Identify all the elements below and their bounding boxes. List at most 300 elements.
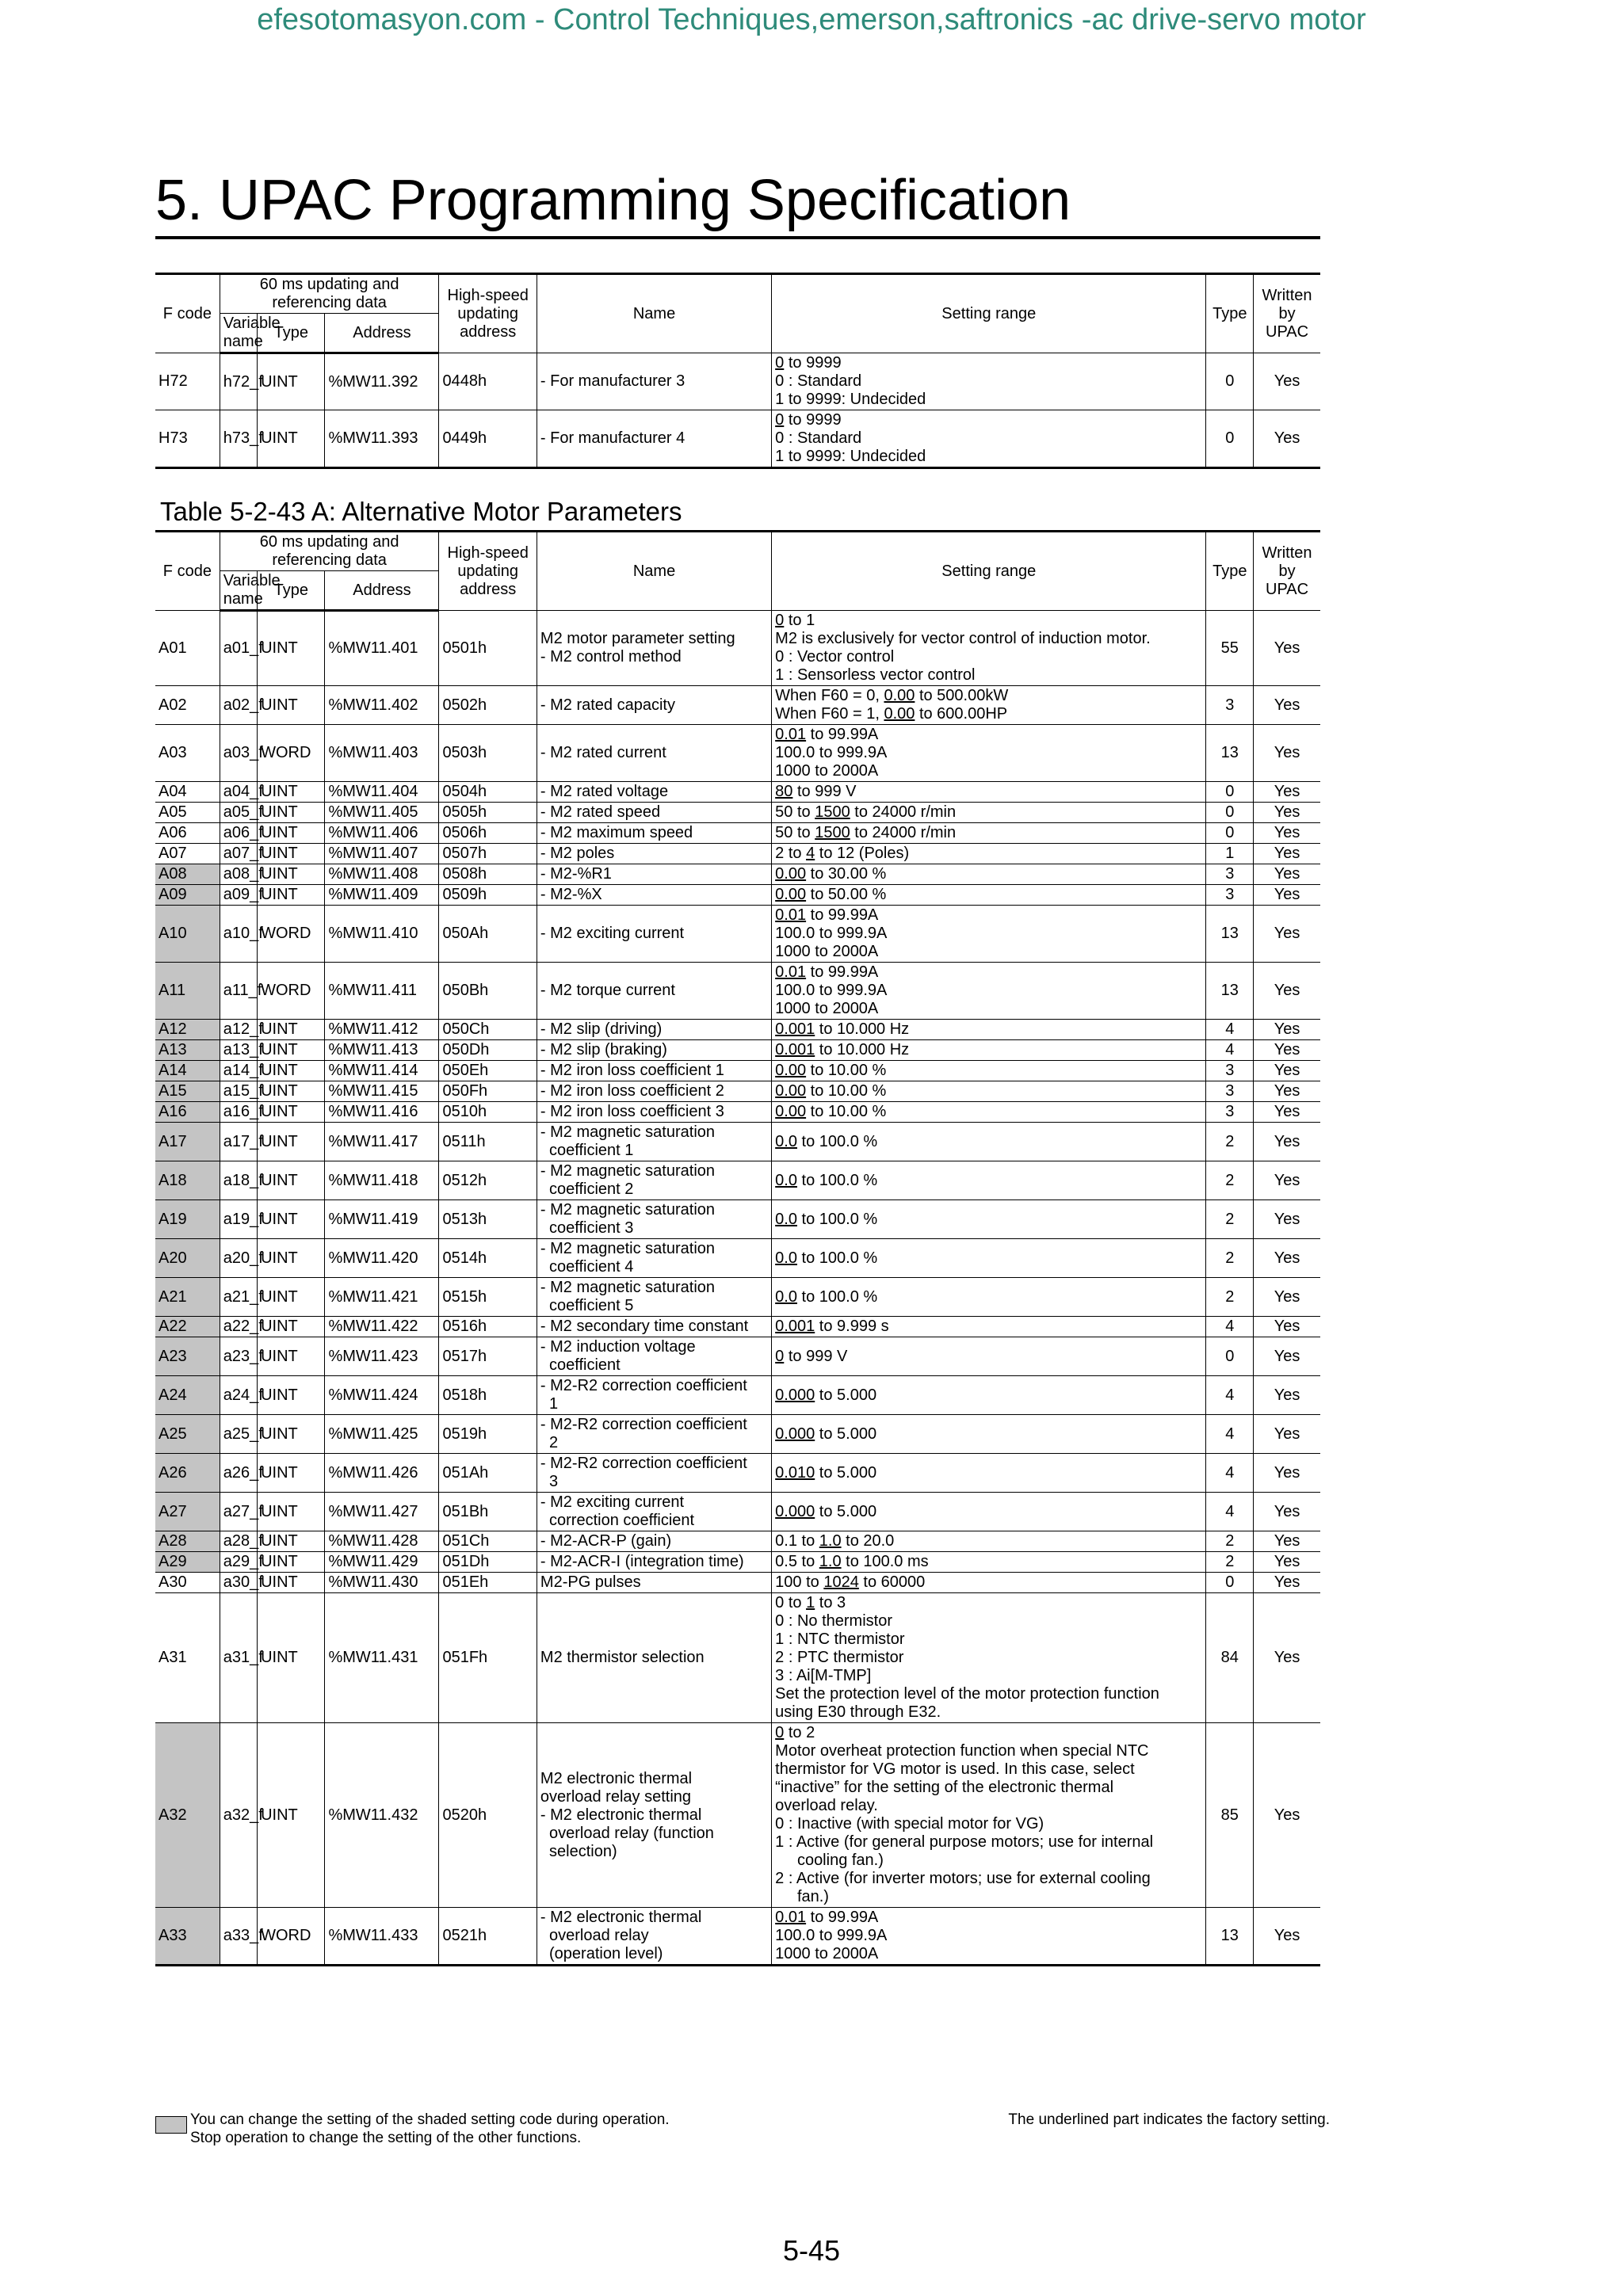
- setting-range-cell: [772, 844, 1206, 864]
- setting-suffix: to 12 (Poles): [815, 845, 910, 862]
- name-cell: [537, 1593, 771, 1723]
- variable-name-cell: a33_f: [220, 1908, 257, 1966]
- setting-line: 3 : Ai[M-TMP]: [775, 1667, 872, 1684]
- col-header-type: Type: [258, 571, 325, 611]
- setting-suffix: to 5.000: [815, 1386, 877, 1404]
- name-line: - M2-R2 correction coefficient: [540, 1377, 747, 1394]
- setting-line: 2 : Active (for inverter motors; use for external cooling: [775, 1870, 1151, 1887]
- address-cell: %MW11.428: [325, 1531, 439, 1552]
- fcode-cell: A22: [155, 1317, 220, 1337]
- col-header-group: 60 ms updating and referencing data: [220, 274, 439, 314]
- table-row: [155, 1552, 1320, 1573]
- name-cell: [537, 1200, 771, 1239]
- fcode-cell: A05: [155, 803, 220, 823]
- written-by-upac-cell: Yes: [1254, 1020, 1320, 1040]
- setting-range-cell: [772, 1552, 1206, 1573]
- name-cell: [537, 611, 771, 686]
- legend-line-2: Stop operation to change the setting of the other functions.: [190, 2130, 582, 2146]
- factory-default-value: 0.01: [775, 963, 807, 981]
- written-by-upac-cell: Yes: [1254, 410, 1320, 468]
- setting-suffix: to 60000: [858, 1573, 926, 1591]
- setting-line: 1000 to 2000A: [775, 762, 879, 780]
- setting-line: 100.0 to 999.9A: [775, 1927, 888, 1944]
- setting-line: [775, 1503, 1202, 1521]
- variable-name-cell: h72_f: [220, 353, 257, 410]
- name-cell: [537, 686, 771, 725]
- type-code-cell: 3: [1206, 1061, 1254, 1081]
- site-header[interactable]: efesotomasyon.com - Control Techniques,emerson,saftronics -ac drive-servo motor: [257, 3, 1366, 36]
- name-line: - M2 poles: [540, 845, 615, 862]
- fcode-cell: A09: [155, 885, 220, 906]
- data-type-cell: UINT: [258, 1723, 325, 1908]
- setting-suffix: to 24000 r/min: [850, 803, 957, 821]
- factory-default-value: 1.0: [819, 1532, 842, 1550]
- setting-line: 0 : Standard: [775, 372, 862, 390]
- name-line: - M2 magnetic saturation: [540, 1279, 716, 1296]
- data-type-cell: UINT: [258, 1573, 325, 1593]
- setting-range-cell: [772, 1061, 1206, 1081]
- setting-line: [775, 1020, 1202, 1039]
- highspeed-address-cell: 051Fh: [439, 1593, 537, 1723]
- name-cell: [537, 1061, 771, 1081]
- address-cell: %MW11.403: [325, 725, 439, 782]
- table-row: [155, 1723, 1320, 1908]
- highspeed-address-cell: 051Ah: [439, 1454, 537, 1493]
- data-type-cell: UINT: [258, 1531, 325, 1552]
- setting-suffix: to 10.00 %: [806, 1062, 887, 1079]
- fcode-cell: A32: [155, 1723, 220, 1908]
- table-row: [155, 844, 1320, 864]
- highspeed-address-cell: 0507h: [439, 844, 537, 864]
- name-cell: [537, 1723, 771, 1908]
- name-line: - M2-%X: [540, 886, 602, 903]
- address-cell: %MW11.409: [325, 885, 439, 906]
- col-header-varname: Variable name: [220, 571, 257, 611]
- shaded-legend-swatch: [155, 2116, 187, 2134]
- variable-name-cell: a02_f: [220, 686, 257, 725]
- setting-line: [775, 1348, 1202, 1366]
- setting-range-cell: [772, 611, 1206, 686]
- highspeed-address-cell: 0505h: [439, 803, 537, 823]
- name-cell: [537, 963, 771, 1020]
- name-line: M2 motor parameter setting: [540, 630, 735, 647]
- factory-default-value: 0.01: [775, 726, 807, 743]
- setting-line: 1 : Sensorless vector control: [775, 666, 976, 684]
- factory-default-value: 0.000: [775, 1502, 815, 1520]
- name-line: - M2 rated voltage: [540, 783, 669, 800]
- setting-line: M2 is exclusively for vector control of induction motor.: [775, 630, 1151, 647]
- data-type-cell: UINT: [258, 1081, 325, 1102]
- table-row: [155, 885, 1320, 906]
- address-cell: %MW11.427: [325, 1493, 439, 1531]
- setting-prefix: 100 to: [775, 1573, 824, 1591]
- address-cell: %MW11.406: [325, 823, 439, 844]
- shaded-legend-text: [190, 2111, 670, 2147]
- factory-default-value: 0.00: [775, 1082, 807, 1100]
- setting-suffix: to 9999: [784, 411, 842, 429]
- variable-name-cell: a24_f: [220, 1376, 257, 1415]
- setting-range-cell: [772, 1040, 1206, 1061]
- highspeed-address-cell: 050Dh: [439, 1040, 537, 1061]
- highspeed-address-cell: 0448h: [439, 353, 537, 410]
- col-header-address: Address: [325, 571, 439, 611]
- data-type-cell: WORD: [258, 906, 325, 963]
- setting-line: [775, 411, 1202, 429]
- setting-line: [775, 1041, 1202, 1059]
- name-line: - M2 exciting current: [540, 925, 685, 942]
- name-line: - M2-R2 correction coefficient: [540, 1455, 747, 1472]
- name-cell: [537, 1123, 771, 1161]
- name-line: M2-PG pulses: [540, 1573, 641, 1591]
- variable-name-cell: a32_f: [220, 1723, 257, 1908]
- setting-prefix: 50 to: [775, 824, 815, 841]
- table-caption: Table 5-2-43 A: Alternative Motor Parameters: [160, 497, 682, 526]
- factory-default-value: 0.00: [775, 886, 807, 903]
- setting-suffix: to 500.00kW: [915, 687, 1009, 704]
- setting-suffix: to 100.0 %: [796, 1132, 878, 1150]
- setting-line: 1000 to 2000A: [775, 943, 879, 960]
- table-row: [155, 1081, 1320, 1102]
- setting-prefix: 50 to: [775, 803, 815, 821]
- setting-suffix: to 100.0 ms: [841, 1553, 929, 1570]
- setting-suffix: to 99.99A: [806, 726, 879, 743]
- name-line: - M2 slip (braking): [540, 1041, 667, 1058]
- type-code-cell: 4: [1206, 1317, 1254, 1337]
- address-cell: %MW11.423: [325, 1337, 439, 1376]
- fcode-cell: A24: [155, 1376, 220, 1415]
- fcode-cell: A23: [155, 1337, 220, 1376]
- variable-name-cell: a10_f: [220, 906, 257, 963]
- table-row: [155, 1102, 1320, 1123]
- data-type-cell: UINT: [258, 885, 325, 906]
- highspeed-address-cell: 051Dh: [439, 1552, 537, 1573]
- table-row: [155, 1376, 1320, 1415]
- written-by-upac-cell: Yes: [1254, 1102, 1320, 1123]
- name-line: - M2 magnetic saturation: [540, 1162, 716, 1180]
- written-by-upac-cell: Yes: [1254, 1573, 1320, 1593]
- setting-suffix: to 100.0 %: [796, 1171, 878, 1189]
- col-header-highspeed: High-speed updating address: [439, 274, 537, 353]
- data-type-cell: WORD: [258, 725, 325, 782]
- table-row: [155, 1278, 1320, 1317]
- table-row: [155, 1239, 1320, 1278]
- setting-line: [775, 1425, 1202, 1444]
- name-line: overload relay setting: [540, 1787, 692, 1806]
- name-cell: [537, 885, 771, 906]
- setting-line: 1 : NTC thermistor: [775, 1630, 905, 1648]
- highspeed-address-cell: 050Bh: [439, 963, 537, 1020]
- name-line: - For manufacturer 3: [540, 372, 685, 390]
- fcode-cell: A19: [155, 1200, 220, 1239]
- col-header-fcode: F code: [155, 274, 220, 353]
- variable-name-cell: a01_f: [220, 611, 257, 686]
- address-cell: %MW11.411: [325, 963, 439, 1020]
- setting-line: 0 : Inactive (with special motor for VG): [775, 1815, 1044, 1833]
- setting-line: [775, 1249, 1202, 1268]
- fcode-cell: A07: [155, 844, 220, 864]
- type-code-cell: 2: [1206, 1552, 1254, 1573]
- factory-default-value: 0.001: [775, 1318, 815, 1335]
- variable-name-cell: a08_f: [220, 864, 257, 885]
- setting-line: [775, 824, 1202, 842]
- factory-default-value: 1: [806, 1594, 815, 1611]
- type-code-cell: 0: [1206, 1337, 1254, 1376]
- factory-default-value: 0.001: [775, 1020, 815, 1038]
- highspeed-address-cell: 050Ah: [439, 906, 537, 963]
- setting-line: using E30 through E32.: [775, 1703, 941, 1721]
- setting-line: [775, 705, 1202, 723]
- name-line: - M2 rated speed: [540, 803, 661, 821]
- data-type-cell: UINT: [258, 1493, 325, 1531]
- table1-body: [155, 353, 1320, 468]
- name-line: - M2 iron loss coefficient 3: [540, 1103, 724, 1120]
- type-code-cell: 3: [1206, 885, 1254, 906]
- written-by-upac-cell: Yes: [1254, 906, 1320, 963]
- written-by-upac-cell: Yes: [1254, 1040, 1320, 1061]
- setting-range-cell: [772, 963, 1206, 1020]
- address-cell: %MW11.430: [325, 1573, 439, 1593]
- table-row: [155, 1531, 1320, 1552]
- factory-default-value: 0.00: [884, 705, 915, 723]
- name-cell: [537, 1493, 771, 1531]
- name-line: - M2 induction voltage: [540, 1338, 696, 1356]
- setting-line: [775, 803, 1202, 822]
- fcode-cell: H72: [155, 353, 220, 410]
- name-line: coefficient: [540, 1356, 621, 1374]
- data-type-cell: UINT: [258, 823, 325, 844]
- table-row: [155, 823, 1320, 844]
- parameter-table-a: [155, 530, 1320, 1966]
- setting-suffix: to 10.00 %: [806, 1082, 887, 1100]
- data-type-cell: UINT: [258, 864, 325, 885]
- setting-suffix: to 100.0 %: [796, 1287, 878, 1306]
- variable-name-cell: a06_f: [220, 823, 257, 844]
- fcode-cell: A04: [155, 782, 220, 803]
- setting-range-cell: [772, 803, 1206, 823]
- data-type-cell: WORD: [258, 963, 325, 1020]
- setting-range-cell: [772, 1593, 1206, 1723]
- address-cell: %MW11.426: [325, 1454, 439, 1493]
- address-cell: %MW11.413: [325, 1040, 439, 1061]
- name-cell: [537, 823, 771, 844]
- setting-line: [775, 1724, 1202, 1742]
- name-line: correction coefficient: [540, 1512, 695, 1529]
- factory-default-value: 1500: [815, 803, 850, 821]
- setting-prefix: When F60 = 0,: [775, 687, 884, 704]
- written-by-upac-cell: Yes: [1254, 1200, 1320, 1239]
- factory-default-value: 0.00: [775, 1103, 807, 1120]
- name-cell: [537, 353, 771, 410]
- type-code-cell: 4: [1206, 1493, 1254, 1531]
- setting-line: [775, 1062, 1202, 1080]
- table-row: [155, 1337, 1320, 1376]
- factory-setting-note: The underlined part indicates the factory setting.: [1008, 2111, 1330, 2128]
- data-type-cell: UINT: [258, 1161, 325, 1200]
- data-type-cell: UINT: [258, 1376, 325, 1415]
- setting-suffix: to 99.99A: [806, 963, 879, 981]
- type-code-cell: 3: [1206, 864, 1254, 885]
- name-cell: [537, 1337, 771, 1376]
- variable-name-cell: a25_f: [220, 1415, 257, 1454]
- setting-suffix: to 5.000: [815, 1425, 877, 1443]
- setting-range-cell: [772, 1020, 1206, 1040]
- written-by-upac-cell: Yes: [1254, 1278, 1320, 1317]
- setting-line: [775, 1464, 1202, 1482]
- factory-default-value: 0.01: [775, 906, 807, 924]
- type-code-cell: 4: [1206, 1454, 1254, 1493]
- address-cell: %MW11.402: [325, 686, 439, 725]
- setting-range-cell: [772, 864, 1206, 885]
- type-code-cell: 13: [1206, 906, 1254, 963]
- highspeed-address-cell: 050Eh: [439, 1061, 537, 1081]
- name-cell: [537, 1908, 771, 1966]
- highspeed-address-cell: 0518h: [439, 1376, 537, 1415]
- written-by-upac-cell: Yes: [1254, 885, 1320, 906]
- fcode-cell: A17: [155, 1123, 220, 1161]
- table-row: [155, 1493, 1320, 1531]
- name-cell: [537, 1552, 771, 1573]
- highspeed-address-cell: 0521h: [439, 1908, 537, 1966]
- name-line: - M2 control method: [540, 648, 682, 666]
- data-type-cell: UINT: [258, 353, 325, 410]
- col-header-setting: Setting range: [772, 532, 1206, 611]
- address-cell: %MW11.404: [325, 782, 439, 803]
- factory-default-value: 0.000: [775, 1386, 815, 1404]
- col-header-highspeed: High-speed updating address: [439, 532, 537, 611]
- factory-default-value: 0.00: [884, 687, 915, 704]
- setting-suffix: to 600.00HP: [915, 705, 1008, 723]
- name-line: - M2 secondary time constant: [540, 1318, 749, 1335]
- factory-default-value: 0: [775, 1347, 785, 1365]
- setting-line: [775, 1594, 1202, 1612]
- data-type-cell: UINT: [258, 1317, 325, 1337]
- data-type-cell: UINT: [258, 1415, 325, 1454]
- highspeed-address-cell: 0508h: [439, 864, 537, 885]
- type-code-cell: 85: [1206, 1723, 1254, 1908]
- table-row: [155, 864, 1320, 885]
- address-cell: %MW11.392: [325, 353, 439, 410]
- type-code-cell: 13: [1206, 725, 1254, 782]
- highspeed-address-cell: 0504h: [439, 782, 537, 803]
- fcode-cell: A28: [155, 1531, 220, 1552]
- setting-suffix: to 99.99A: [806, 906, 879, 924]
- name-line: overload relay (function: [540, 1824, 714, 1842]
- setting-line: 100.0 to 999.9A: [775, 982, 888, 999]
- fcode-cell: A21: [155, 1278, 220, 1317]
- name-line: - M2 maximum speed: [540, 824, 693, 841]
- data-type-cell: UINT: [258, 1102, 325, 1123]
- setting-range-cell: [772, 1573, 1206, 1593]
- fcode-cell: A18: [155, 1161, 220, 1200]
- setting-range-cell: [772, 1531, 1206, 1552]
- fcode-cell: A20: [155, 1239, 220, 1278]
- type-code-cell: 2: [1206, 1278, 1254, 1317]
- variable-name-cell: a27_f: [220, 1493, 257, 1531]
- data-type-cell: UINT: [258, 1337, 325, 1376]
- type-code-cell: 2: [1206, 1200, 1254, 1239]
- setting-range-cell: [772, 906, 1206, 963]
- fcode-cell: A31: [155, 1593, 220, 1723]
- setting-line: Set the protection level of the motor protection function: [775, 1685, 1159, 1703]
- factory-default-value: 1024: [823, 1573, 859, 1591]
- written-by-upac-cell: Yes: [1254, 963, 1320, 1020]
- setting-line: [775, 1133, 1202, 1151]
- setting-line: [775, 906, 1202, 925]
- col-header-group: 60 ms updating and referencing data: [220, 532, 439, 571]
- table-row: [155, 410, 1320, 468]
- setting-suffix: to 10.00 %: [806, 1103, 887, 1120]
- setting-suffix: to 2: [784, 1724, 815, 1741]
- written-by-upac-cell: Yes: [1254, 1239, 1320, 1278]
- name-line: 2: [540, 1434, 559, 1451]
- data-type-cell: UINT: [258, 1200, 325, 1239]
- highspeed-address-cell: 0511h: [439, 1123, 537, 1161]
- setting-range-cell: [772, 1102, 1206, 1123]
- setting-line: 0 : Vector control: [775, 648, 895, 666]
- factory-default-value: 4: [806, 845, 815, 862]
- setting-line: [775, 845, 1202, 863]
- written-by-upac-cell: Yes: [1254, 1493, 1320, 1531]
- data-type-cell: UINT: [258, 410, 325, 468]
- highspeed-address-cell: 0506h: [439, 823, 537, 844]
- name-line: - M2 electronic thermal: [540, 1806, 702, 1824]
- type-code-cell: 13: [1206, 963, 1254, 1020]
- data-type-cell: UINT: [258, 1061, 325, 1081]
- factory-default-value: 0: [775, 411, 785, 429]
- setting-line: [775, 1553, 1202, 1571]
- table-row: [155, 906, 1320, 963]
- address-cell: %MW11.432: [325, 1723, 439, 1908]
- type-code-cell: 4: [1206, 1020, 1254, 1040]
- setting-range-cell: [772, 823, 1206, 844]
- type-code-cell: 13: [1206, 1908, 1254, 1966]
- col-header-name: Name: [537, 532, 771, 611]
- written-by-upac-cell: Yes: [1254, 1337, 1320, 1376]
- table-row: [155, 963, 1320, 1020]
- name-line: selection): [540, 1842, 617, 1860]
- highspeed-address-cell: 051Ch: [439, 1531, 537, 1552]
- written-by-upac-cell: Yes: [1254, 844, 1320, 864]
- written-by-upac-cell: Yes: [1254, 823, 1320, 844]
- table-row: [155, 803, 1320, 823]
- name-cell: [537, 1040, 771, 1061]
- type-code-cell: 0: [1206, 1573, 1254, 1593]
- setting-line: thermistor for VG motor is used. In this case, select: [775, 1760, 1135, 1778]
- setting-suffix: to 10.000 Hz: [815, 1020, 910, 1038]
- setting-suffix: to 99.99A: [806, 1909, 879, 1926]
- variable-name-cell: a30_f: [220, 1573, 257, 1593]
- col-header-setting: Setting range: [772, 274, 1206, 353]
- name-cell: [537, 410, 771, 468]
- address-cell: %MW11.410: [325, 906, 439, 963]
- fcode-cell: A16: [155, 1102, 220, 1123]
- variable-name-cell: a16_f: [220, 1102, 257, 1123]
- name-cell: [537, 1376, 771, 1415]
- address-cell: %MW11.401: [325, 611, 439, 686]
- highspeed-address-cell: 0502h: [439, 686, 537, 725]
- name-line: - M2-ACR-I (integration time): [540, 1553, 744, 1570]
- written-by-upac-cell: Yes: [1254, 1908, 1320, 1966]
- setting-prefix: When F60 = 1,: [775, 705, 884, 723]
- written-by-upac-cell: Yes: [1254, 1593, 1320, 1723]
- legend-line-1: You can change the setting of the shaded setting code during operation.: [190, 2111, 670, 2128]
- written-by-upac-cell: Yes: [1254, 1531, 1320, 1552]
- setting-line: 1 to 9999: Undecided: [775, 391, 926, 408]
- variable-name-cell: a20_f: [220, 1239, 257, 1278]
- name-line: - M2 magnetic saturation: [540, 1201, 716, 1219]
- address-cell: %MW11.422: [325, 1317, 439, 1337]
- fcode-cell: A02: [155, 686, 220, 725]
